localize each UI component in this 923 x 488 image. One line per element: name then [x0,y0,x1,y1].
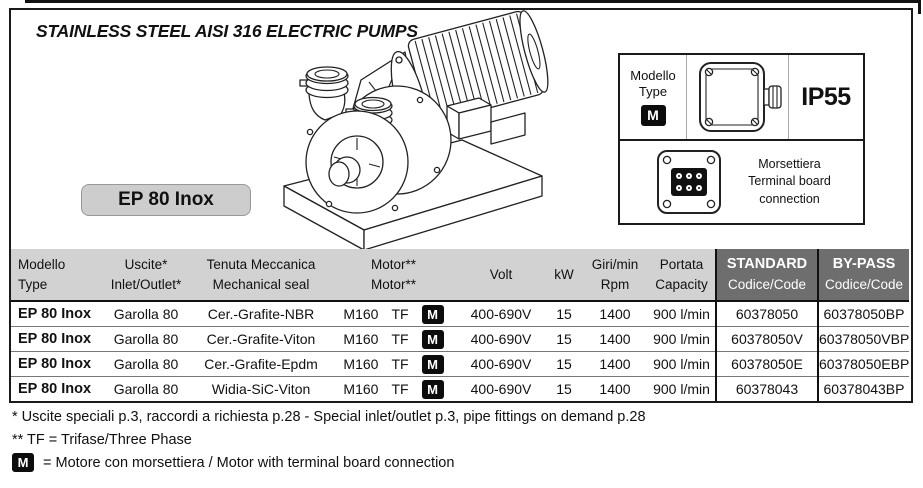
cell-model: EP 80 Inox [11,327,101,352]
cell-capacity: 900 l/min [648,377,716,402]
col-header-inlet: Uscite* Inlet/Outlet* [101,249,191,301]
caption-line-1: Morsettiera [758,156,821,171]
cell-seal: Cer.-Grafite-Epdm [191,352,331,377]
col-header-bypass-code: BY-PASS Codice/Code [818,249,909,301]
cell-kw: 15 [546,301,582,327]
table-row [11,301,909,327]
cell-inlet: Garolla 80 [101,301,191,327]
motor-m-badge: M [422,330,444,349]
info-box-top-row [620,55,863,141]
cell-inlet: Garolla 80 [101,352,191,377]
footnote-tf: ** TF = Trifase/Three Phase [12,432,192,448]
motor-m-badge: M [422,305,444,324]
cell-rpm: 1400 [582,327,648,352]
spec-table [11,249,909,401]
cell-seal: Cer.-Grafite-NBR [191,301,331,327]
cell-motor: M160 TF M [331,352,456,377]
col-header-motor: Motor** Motor** [331,249,456,301]
cell-seal: Cer.-Grafite-Viton [191,327,331,352]
cell-rpm: 1400 [582,352,648,377]
cell-standard-code: 60378050E [716,352,818,377]
footnote-special-outlets: * Uscite speciali p.3, raccordi a richiesta p.28 - Special inlet/outlet p.3, pipe fittings on demand p.28 [12,409,646,425]
col-header-model: Modello Type [11,249,101,301]
table-header-row [11,249,909,301]
type-label: Type [638,84,668,99]
col-header-standard-code: STANDARD Codice/Code [716,249,818,301]
footnote-m-badge-legend [12,453,454,472]
caption-line-3: connection [759,191,820,206]
cell-capacity: 900 l/min [648,352,716,377]
terminal-board-icon [656,149,722,215]
table-row [11,377,909,402]
info-box-bottom-row [620,141,863,223]
content-frame [9,8,913,403]
motor-m-badge: M [12,453,34,472]
modello-type-cell [620,55,687,139]
cell-bypass-code: 60378050VBP [818,327,909,352]
cell-rpm: 1400 [582,301,648,327]
terminal-board-caption [722,156,863,209]
col-header-capacity: Portata Capacity [648,249,716,301]
page-title: STAINLESS STEEL AISI 316 ELECTRIC PUMPS [36,21,418,41]
motor-m-badge: M [641,105,666,126]
scan-artifact-stub [918,0,921,14]
table-row [11,352,909,377]
motor-m-badge: M [422,355,444,374]
cell-standard-code: 60378050 [716,301,818,327]
cell-motor: M160 TF M [331,327,456,352]
cell-seal: Widia-SiC-Viton [191,377,331,402]
cell-capacity: 900 l/min [648,327,716,352]
col-header-rpm: Giri/min Rpm [582,249,648,301]
cell-kw: 15 [546,352,582,377]
cell-model: EP 80 Inox [11,352,101,377]
cell-volt: 400-690V [456,327,546,352]
motor-m-badge: M [422,380,444,399]
junction-box-cell [687,55,789,139]
cell-model: EP 80 Inox [11,301,101,327]
cell-bypass-code: 60378050EBP [818,352,909,377]
cell-standard-code: 60378043 [716,377,818,402]
col-header-kw: kW [546,249,582,301]
motor-info-box [618,53,865,225]
cell-rpm: 1400 [582,377,648,402]
modello-label: Modello [630,67,676,83]
cell-motor: M160 TF M [331,377,456,402]
cell-kw: 15 [546,327,582,352]
cell-volt: 400-690V [456,377,546,402]
caption-line-2: Terminal board [748,174,831,189]
ip-rating: IP55 [801,82,851,111]
junction-box-icon [690,57,786,137]
cell-bypass-code: 60378050BP [818,301,909,327]
table-row [11,327,909,352]
scan-artifact-line [25,0,921,3]
cell-motor: M160 TF M [331,301,456,327]
cell-volt: 400-690V [456,352,546,377]
cell-kw: 15 [546,377,582,402]
col-header-volt: Volt [456,249,546,301]
cell-bypass-code: 60378043BP [818,377,909,402]
col-header-seal: Tenuta Meccanica Mechanical seal [191,249,331,301]
cell-model: EP 80 Inox [11,377,101,402]
footnote-m-text: = Motore con morsettiera / Motor with terminal board connection [43,454,455,471]
cell-inlet: Garolla 80 [101,377,191,402]
cell-inlet: Garolla 80 [101,327,191,352]
pump-illustration [247,10,577,252]
model-name-badge: EP 80 Inox [81,184,251,216]
cell-capacity: 900 l/min [648,301,716,327]
cell-volt: 400-690V [456,301,546,327]
cell-standard-code: 60378050V [716,327,818,352]
